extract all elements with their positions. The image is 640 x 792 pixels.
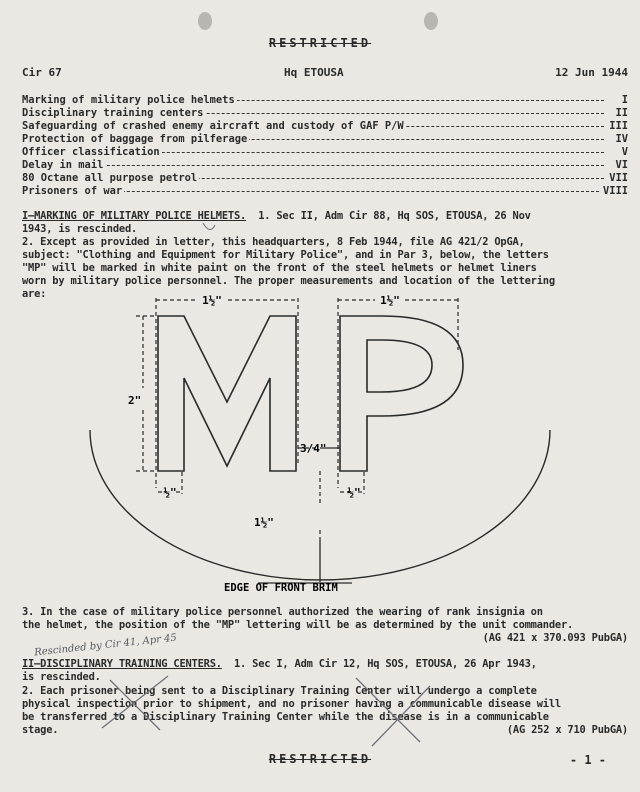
toc-row [22, 185, 628, 198]
toc-row [22, 120, 628, 133]
section1-line1 [22, 210, 531, 223]
letter-p-outer [340, 316, 463, 471]
toc-number: VI [612, 159, 628, 171]
brim-distance-label: 1½" [254, 516, 274, 529]
toc-row [22, 133, 628, 146]
toc-number: I [619, 94, 628, 106]
headquarters: Hq ETOUSA [284, 66, 344, 79]
classification-footer: RESTRICTED [268, 752, 372, 766]
toc-number: V [619, 146, 628, 158]
toc-title: Officer classification [22, 146, 160, 158]
section1-heading: I—MARKING OF MILITARY POLICE HELMETS. [22, 210, 247, 222]
stroke-label-p: ½" [347, 486, 361, 499]
text-line: be transferred to a Disciplinary Training Center while the disease is in a communicable [22, 711, 549, 723]
section2-text: 1. Sec I, Adm Cir 12, Hq SOS, ETOUSA, 26 Apr 1943, [233, 658, 537, 670]
classification-header: RESTRICTED [268, 36, 372, 50]
letter-m [158, 316, 296, 471]
toc-number: VIII [600, 185, 628, 197]
section2-reference: (AG 252 x 710 PubGA) [506, 724, 628, 736]
text-line: 3. In the case of military police personnel authorized the wearing of rank insignia on [22, 606, 543, 618]
width-label-m: 1½" [202, 294, 222, 307]
section2-heading: II—DISCIPLINARY TRAINING CENTERS. [22, 658, 222, 670]
section1-reference: (AG 421 x 370.093 PubGA) [482, 632, 628, 644]
toc-title: Protection of baggage from pilferage [22, 133, 248, 145]
letter-p-inner [367, 340, 432, 392]
text-line: "MP" will be marked in white paint on the front of the steel helmets or helmet liners [22, 262, 537, 274]
pencil-strike-marks [0, 650, 640, 790]
toc-title: Prisoners of war [22, 185, 123, 197]
section1-text: 1. Sec II, Adm Cir 88, Hq SOS, ETOUSA, 26 Nov [258, 210, 531, 222]
width-label-p: 1½" [380, 294, 400, 307]
toc-row [22, 107, 628, 120]
text-line: physical inspection prior to shipment, and no prisoner having a communicable disease will [22, 698, 561, 710]
toc-number: II [612, 107, 628, 119]
text-line: worn by military police personnel. The proper measurements and location of the lettering [22, 275, 555, 287]
stroke-label-m: ½" [163, 486, 177, 499]
text-line: subject: "Clothing and Equipment for Military Police", and in Par 3, below, the letters [22, 249, 549, 261]
toc-row [22, 172, 628, 185]
section2-line2: is rescinded. [22, 671, 101, 683]
text-line: 2. Each prisoner being sent to a Disciplinary Training Center will undergo a complete [22, 685, 537, 697]
toc-title: Delay in mail [22, 159, 104, 171]
text-line: are: [22, 288, 47, 300]
mp-lettering-diagram [0, 280, 640, 600]
toc-number: VII [606, 172, 628, 184]
punch-hole [424, 12, 438, 30]
toc-row [22, 94, 628, 107]
section1-line2: 1943, is rescinded. [22, 223, 138, 235]
toc-row [22, 159, 628, 172]
toc-number: III [606, 120, 628, 132]
toc-row [22, 146, 628, 159]
toc-title: 80 Octane all purpose petrol [22, 172, 198, 184]
punch-hole [198, 12, 212, 30]
height-label: 2" [128, 394, 142, 407]
text-line: the helmet, the position of the "MP" lettering will be as determined by the unit commander. [22, 619, 574, 631]
circular-number: Cir 67 [22, 66, 62, 79]
toc-title: Safeguarding of crashed enemy aircraft and custody of GAF P/W [22, 120, 404, 132]
handwritten-note: Rescinded by Cir 41, Apr 45 [33, 632, 178, 659]
toc-title: Marking of military police helmets [22, 94, 235, 106]
toc-title: Disciplinary training centers [22, 107, 204, 119]
toc-number: IV [612, 133, 628, 145]
page-number: - 1 - [569, 753, 606, 767]
text-line: 2. Except as provided in letter, this headquarters, 8 Feb 1944, file AG 421/2 OpGA, [22, 236, 525, 248]
document-date: 12 Jun 1944 [555, 66, 628, 79]
text-line: stage. [22, 724, 59, 736]
brim-label: EDGE OF FRONT BRIM [224, 582, 338, 594]
gap-label: 3/4" [300, 442, 327, 455]
toc-leader [22, 165, 604, 166]
